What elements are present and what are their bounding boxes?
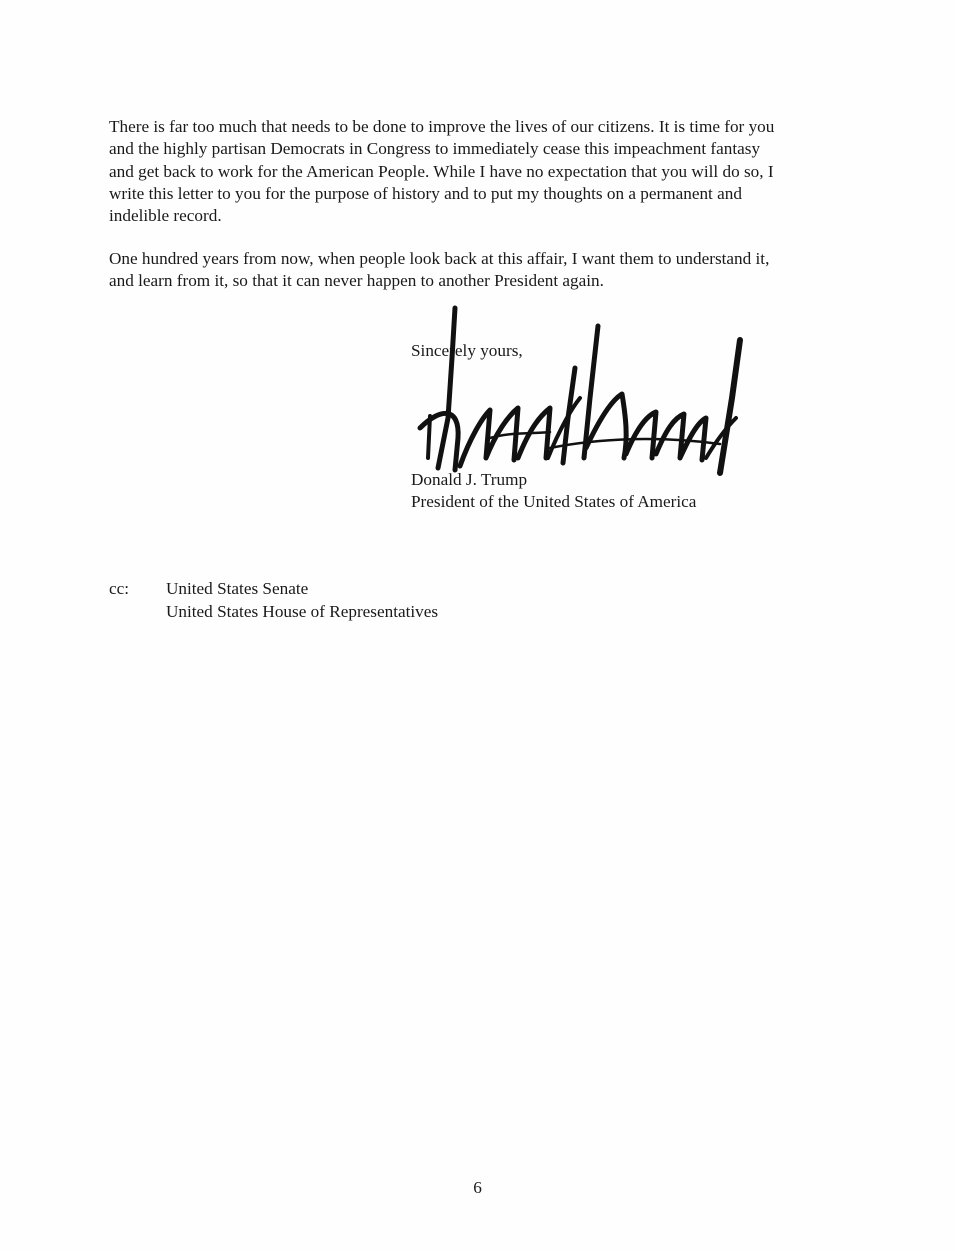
paragraph-line: There is far too much that needs to be done to improve the lives of our citizens. It is time for you bbox=[109, 117, 775, 136]
page-number: 6 bbox=[473, 1178, 482, 1197]
cc-recipients bbox=[166, 578, 438, 623]
cc-label: cc: bbox=[109, 579, 130, 598]
paragraph-line: write this letter to you for the purpose of history and to put my thoughts on a permanent and bbox=[109, 183, 742, 203]
paragraph-line: and get back to work for the American People. While I have no expectation that you will do so, I bbox=[109, 161, 774, 181]
paragraph-2 bbox=[109, 248, 869, 293]
paragraph-line: and the highly partisan Democrats in Congress to immediately cease this impeachment fantasy bbox=[109, 139, 761, 159]
cc-recipient: United States House of Representatives bbox=[166, 601, 439, 621]
paragraph-line: and learn from it, so that it can never happen to another President again. bbox=[109, 271, 604, 291]
paragraph-line: One hundred years from now, when people look back at this affair, I want them to understand it, bbox=[109, 249, 770, 268]
handwritten-signature bbox=[400, 298, 770, 498]
paragraph-1 bbox=[109, 116, 869, 227]
cc-recipient: United States Senate bbox=[166, 579, 309, 598]
closing: Sincerely yours, bbox=[411, 341, 523, 360]
paragraph-line: indelible record. bbox=[109, 206, 222, 226]
signer-title: President of the United States of America bbox=[411, 492, 697, 511]
signer-name: Donald J. Trump bbox=[411, 470, 528, 489]
